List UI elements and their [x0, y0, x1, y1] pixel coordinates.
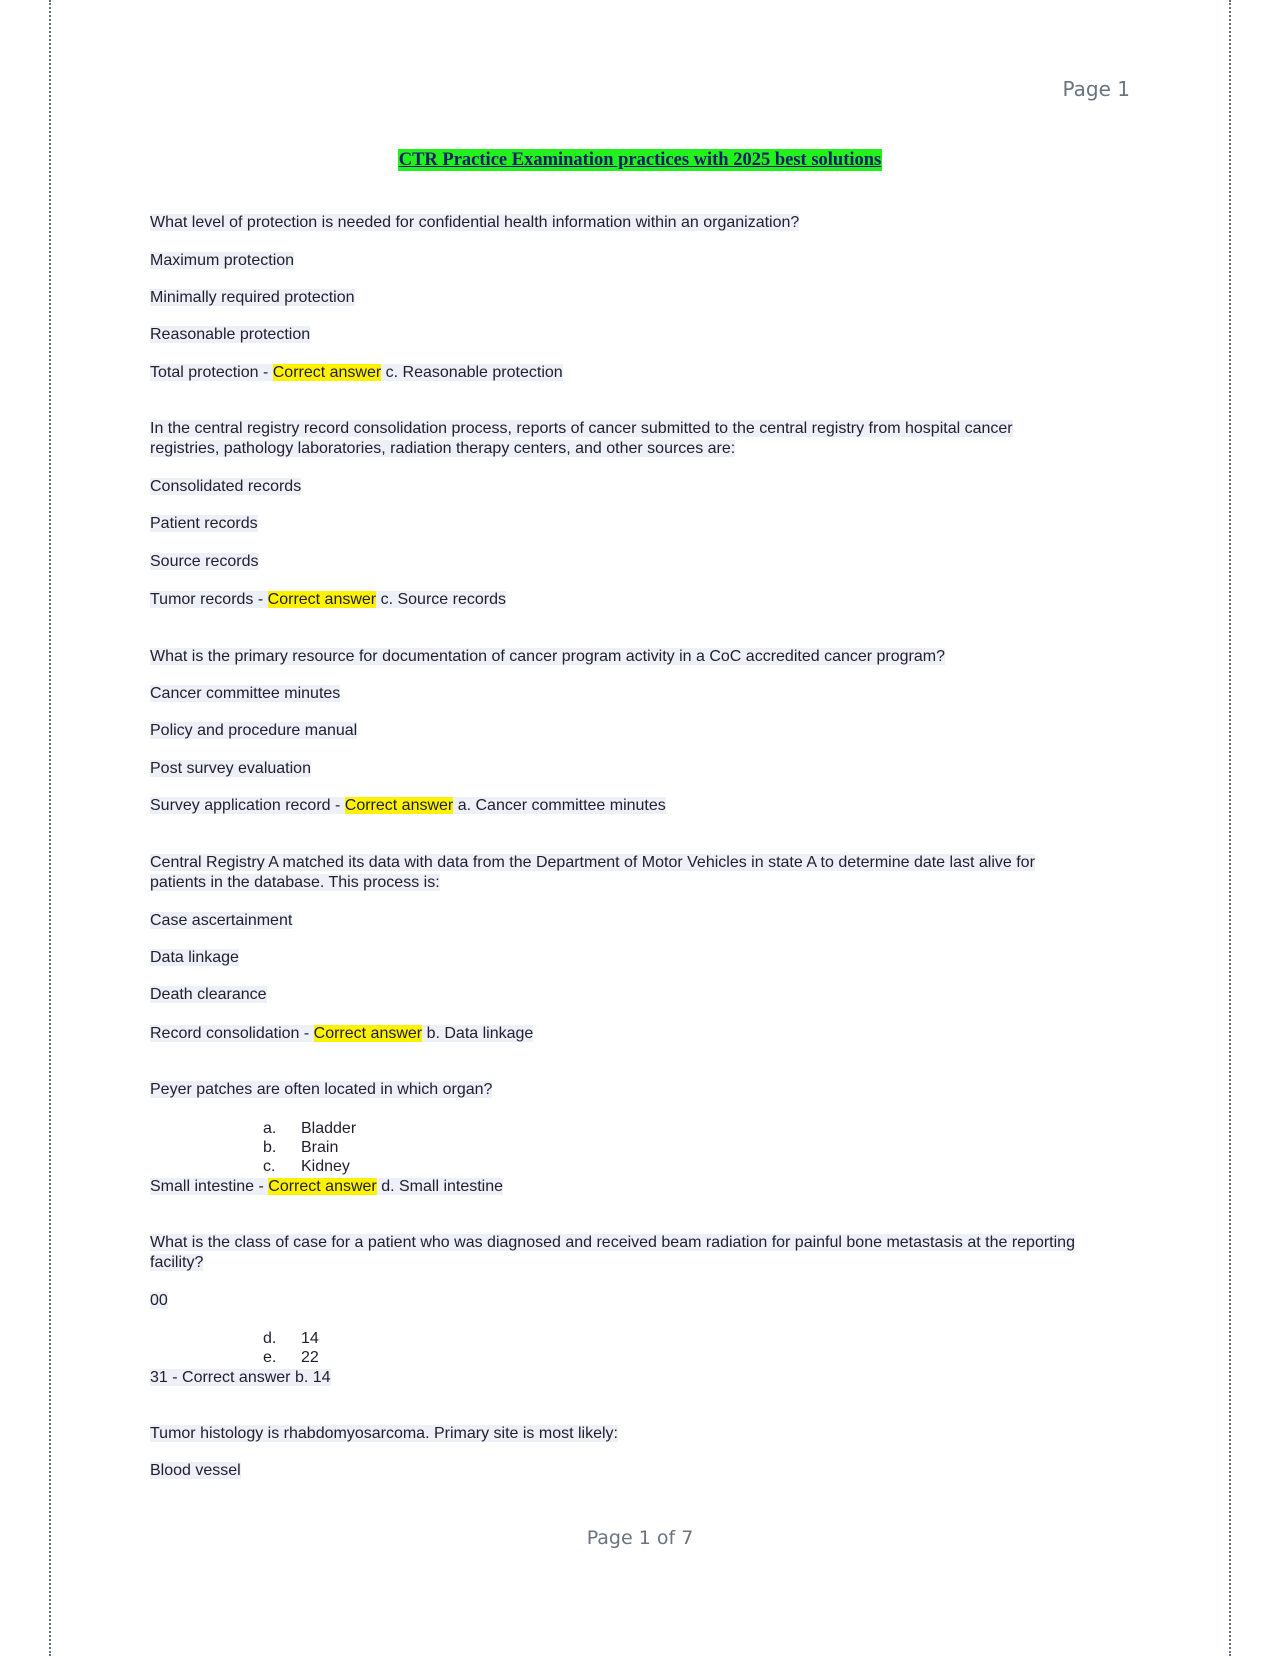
question-1: What level of protection is needed for confidential health information within an organization?: [150, 214, 800, 231]
correct-answer-highlight: Correct answer: [267, 591, 377, 608]
q3-option-2: Policy and procedure manual: [150, 722, 358, 739]
question-2-line-1: In the central registry record consolidation process, reports of cancer submitted to the central registry from hospital cancer: [150, 420, 1013, 437]
correct-answer-highlight: Correct answer: [313, 1025, 423, 1042]
q6-option-1: 00: [150, 1292, 168, 1309]
question-6-line-2: facility?: [150, 1254, 204, 1271]
correct-answer-highlight: Correct answer: [344, 797, 454, 814]
question-2-line-2: registries, pathology laboratories, radiation therapy centers, and other sources are:: [150, 440, 736, 457]
q7-option-1: Blood vessel: [150, 1462, 241, 1479]
q5-list-item-b: b. Brain: [263, 1139, 339, 1156]
page-header-number: Page 1: [1062, 77, 1130, 101]
q4-answer-line: Record consolidation - Correct answer b. Data linkage: [150, 1025, 534, 1042]
question-4-line-2: patients in the database. This process is:: [150, 874, 440, 891]
q5-list-item-a: a. Bladder: [263, 1120, 357, 1137]
q3-answer-line: Survey application record - Correct answer a. Cancer committee minutes: [150, 797, 666, 814]
q5-list-item-c: c. Kidney: [263, 1158, 350, 1175]
page-border-left: [49, 0, 51, 1656]
q4-option-1: Case ascertainment: [150, 912, 293, 929]
q4-option-3: Death clearance: [150, 986, 267, 1003]
q1-option-2: Minimally required protection: [150, 289, 355, 306]
q4-option-2: Data linkage: [150, 949, 239, 966]
correct-answer-highlight: Correct answer: [268, 1178, 377, 1195]
q1-option-3: Reasonable protection: [150, 326, 311, 343]
q3-option-3: Post survey evaluation: [150, 760, 311, 777]
q1-answer-line: Total protection - Correct answer c. Reasonable protection: [150, 364, 563, 381]
q5-answer-line: Small intestine - Correct answer d. Small intestine: [150, 1178, 504, 1195]
q6-list-item-e: e. 22: [263, 1349, 319, 1366]
q1-option-1: Maximum protection: [150, 252, 295, 269]
document-title: [0, 150, 1280, 171]
q6-answer-line: 31 - Correct answer b. 14: [150, 1369, 331, 1386]
correct-answer-highlight: Correct answer: [272, 364, 382, 381]
q2-option-3: Source records: [150, 553, 259, 570]
question-7: Tumor histology is rhabdomyosarcoma. Primary site is most likely:: [150, 1425, 618, 1442]
q2-option-1: Consolidated records: [150, 478, 302, 495]
question-4-line-1: Central Registry A matched its data with data from the Department of Motor Vehicles in state A to determine date last alive for: [150, 854, 1035, 871]
page-border-right: [1229, 0, 1231, 1656]
question-5: Peyer patches are often located in which organ?: [150, 1081, 493, 1098]
question-3: What is the primary resource for documentation of cancer program activity in a CoC accredited cancer program?: [150, 648, 946, 665]
q6-list-item-d: d. 14: [263, 1330, 319, 1347]
q3-option-1: Cancer committee minutes: [150, 685, 341, 702]
document-title-text: CTR Practice Examination practices with 2025 best solutions: [398, 150, 882, 170]
q2-option-2: Patient records: [150, 515, 258, 532]
q2-answer-line: Tumor records - Correct answer c. Source records: [150, 591, 506, 608]
page-footer-count: Page 1 of 7: [586, 1527, 694, 1549]
question-6-line-1: What is the class of case for a patient who was diagnosed and received beam radiation for painful bone metastasis at the reporting: [150, 1234, 1075, 1251]
